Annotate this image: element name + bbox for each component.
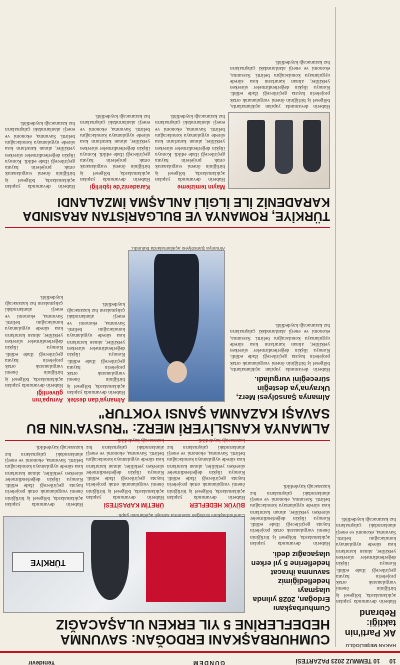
date: 10 TEMMUZ 2023 PAZARTESİ: [295, 657, 380, 663]
article2-col1: [230, 232, 330, 402]
article1-deck: Cumhurbaşkanı Erdoğan, 2028 yılında ulaşmayı hedeflediğimiz savunma ihracat hedeflerine 5 yıl erken ulaşacağız dedi.: [251, 550, 330, 613]
article2-col3: [67, 232, 125, 402]
sidebar-author: HAKAN MEŞELİOĞLU: [345, 642, 396, 647]
sidebar-title: AK Parti'nin taktiği: Rebrand: [344, 608, 396, 638]
article1-subhead-2: ÜRETİM KAPASİTESİ: [103, 501, 164, 507]
article1-col3: [86, 445, 164, 507]
podium-label: TÜRKİYE: [12, 552, 84, 572]
article1-col4-text: Haberin devamında yapılan açıklamalarda, bölgesel iş birliğinin önemi vurgulanarak ortak projelerin hayata geçirileceği ifade edildi. Konuya ilişkin değerlendirmeler sürerken yetkililer, alınan kararların kısa sürede uygulamaya konulacağını belirtti. Savunma, ekonomi ve enerji alanlarındaki çalışmaların hız kazanacağı kaydedildi.: [5, 444, 83, 507]
article3-subhead-2: Karadeniz'de işbirliği: [89, 183, 150, 189]
page-number: 10: [389, 657, 396, 663]
divider: [5, 227, 330, 228]
article3-col3-text: Haberin devamında yapılan açıklamalarda, bölgesel iş birliğinin önemi vurgulanarak ortak projelerin hayata geçirileceği ifade edildi. Konuya ilişkin değerlendirmeler sürerken yetkililer, alınan kararların kısa sürede uygulamaya konulacağını belirtti. Savunma, ekonomi ve enerji alanlarındaki çalışmaların hız kazanacağı kaydedildi.: [80, 113, 150, 182]
person-3: [247, 120, 265, 172]
sidebar-body: Haberin devamında yapılan açıklamalarda, bölgesel iş birliğinin önemi vurgulanarak ortak projelerin hayata geçirileceği ifade edildi. Konuya ilişkin değerlendirmeler sürerken yetkililer, alınan kararların kısa sürede uygulamaya konulacağını belirtti. Savunma, ekonomi ve enerji alanlarındaki çalışmaların hız kazanacağı kaydedildi.: [336, 516, 396, 604]
person-2: [275, 120, 293, 174]
article1-photo: [3, 516, 245, 613]
article3-col2-text: Haberin devamında yapılan açıklamalarda, bölgesel iş birliğinin önemi vurgulanarak ortak projelerin hayata geçirileceği ifade edildi. Konuya ilişkin değerlendirmeler sürerken yetkililer, alınan kararların kısa sürede uygulamaya konulacağını belirtti. Savunma, ekonomi ve enerji alanlarındaki çalışmaların hız kazanacağı kaydedildi.: [155, 113, 225, 182]
article1-body: Haberin devamında yapılan açıklamalarda, bölgesel iş birliğinin önemi vurgulanarak ortak projelerin hayata geçirileceği ifade edildi. Konuya ilişkin değerlendirmeler sürerken yetkililer, alınan kararların kısa sürede uygulamaya konulacağını belirtti. Savunma, ekonomi ve enerji alanlarındaki çalışmaların hız kazanacağı kaydedildi.: [250, 483, 330, 546]
article1-deck-col: [250, 443, 330, 613]
article3-photo: [228, 112, 330, 189]
article2-caption: Almanya Şansölyesi açıklamalarda bulundu.: [130, 245, 225, 250]
article3-col4-text: Haberin devamında yapılan açıklamalarda, bölgesel iş birliğinin önemi vurgulanarak ortak projelerin hayata geçirileceği ifade edildi. Konuya ilişkin değerlendirmeler sürerken yetkililer, alınan kararların kısa sürede uygulamaya konulacağını belirtti. Savunma, ekonomi ve enerji alanlarındaki çalışmaların hız kazanacağı kaydedildi.: [5, 120, 75, 189]
article1-headline: CUMHURBAŞKANI ERDOĞAN: SAVUNMA HEDEFLERİNE 5 YIL ERKEN ULAŞACAĞIZ: [55, 617, 330, 647]
article2-col4-text: Haberin devamında yapılan açıklamalarda, bölgesel iş birliğinin önemi vurgulanarak ortak projelerin hayata geçirileceği ifade edildi. Konuya ilişkin değerlendirmeler sürerken yetkililer, alınan kararların kısa sürede uygulamaya konulacağını belirtti. Savunma, ekonomi ve enerji alanlarındaki çalışmaların hız kazanacağı kaydedildi.: [5, 293, 63, 388]
person-1: [303, 120, 321, 172]
flag-shape: [146, 532, 226, 602]
article2-deck: Almanya Şansölyesi Merz, Ukrayna'ya desteğin süreceğini vurguladı.: [236, 375, 330, 402]
logo: Yenidevir: [28, 659, 55, 665]
masthead: [0, 651, 400, 665]
article2-col4: [5, 232, 63, 402]
article1-subhead-1: BÜYÜK HEDEFLER: [189, 501, 245, 507]
article2-subhead-2: Avrupa'nın güvenliği: [32, 389, 63, 402]
article1-headline-block: [5, 617, 330, 647]
article3-col2: [155, 9, 225, 189]
article1-col3-text: Haberin devamında yapılan açıklamalarda, bölgesel iş birliğinin önemi vurgulanarak ortak projelerin hayata geçirileceği ifade edildi. Konuya ilişkin değerlendirmeler sürerken yetkililer, alınan kararların kısa sürede uygulamaya konulacağını belirtti. Savunma, ekonomi ve enerji alanlarındaki çalışmaların hız: [86, 443, 164, 500]
article2-headline: ALMANYA KANSLİYERİ MERZ: "RUSYA'NIN BU SAVAŞI KAZANMA ŞANSI YOKTUR": [26, 406, 330, 436]
speaker-figure-2: [154, 254, 199, 366]
article2-col3-text: Haberin devamında yapılan açıklamalarda, bölgesel iş birliğinin önemi vurgulanarak ortak projelerin hayata geçirileceği ifade edildi. Konuya ilişkin değerlendirmeler sürerken yetkililer, alınan kararların kısa sürede uygulamaya konulacağını belirtti. Savunma, ekonomi ve enerji alanlarındaki çalışmaların hız kazanacağı kaydedildi.: [67, 300, 125, 395]
article1-caption: Cumhurbaşkanı Erdoğan savunma sanayii açıklaması yaptı.: [117, 512, 245, 517]
article2-subhead-1: Almanya'dan destek: [67, 396, 125, 402]
article1-col4: [5, 445, 83, 507]
article3-col1-text: Haberin devamında yapılan açıklamalarda, bölgesel iş birliğinin önemi vurgulanarak ortak projelerin hayata geçirileceği ifade edildi. Konuya ilişkin değerlendirmeler sürerken yetkililer, alınan kararların kısa sürede uygulamaya konulacağını belirtti. Savunma, ekonomi ve enerji alanlarındaki çalışmaların hız kazanacağı kaydedildi.: [230, 58, 330, 109]
article1-col2: [167, 445, 245, 507]
article1-col2-text: Haberin devamında yapılan açıklamalarda, bölgesel iş birliğinin önemi vurgulanarak ortak projelerin hayata geçirileceği ifade edildi. Konuya ilişkin değerlendirmeler sürerken yetkililer, alınan kararların kısa sürede uygulamaya konulacağını belirtti. Savunma, ekonomi ve enerji alanlarındaki çalışmaların hız: [167, 443, 245, 500]
speaker-head: [167, 361, 187, 383]
section-title: GÜNDEM: [192, 659, 225, 665]
article3-col3: [80, 9, 150, 189]
article2-headline-block: [5, 406, 330, 436]
article3-headline-block: [5, 195, 330, 223]
article3-col1: [230, 9, 330, 109]
speaker-figure: [91, 520, 129, 600]
article2-col1-text: Haberin devamında yapılan açıklamalarda, bölgesel iş birliğinin önemi vurgulanarak ortak projelerin hayata geçirileceği ifade edildi. Konuya ilişkin değerlendirmeler sürerken yetkililer, alınan kararların kısa sürede uygulamaya konulacağını belirtti. Savunma, ekonomi ve enerji alanlarındaki çalışmaların hız kazanacağı kaydedildi.: [230, 321, 330, 372]
divider: [5, 440, 330, 441]
article3-subhead-1: Mayın temizleme: [177, 183, 225, 189]
article2-photo: [128, 250, 225, 402]
article3-headline: TÜRKİYE, ROMANYA VE BULGARİSTAN ARASINDA KARADENİZ İLE İLGİLİ ANLAŞMA İMZALANDI: [23, 195, 330, 223]
sidebar-column: [335, 7, 396, 647]
article3-col4: [5, 9, 75, 189]
